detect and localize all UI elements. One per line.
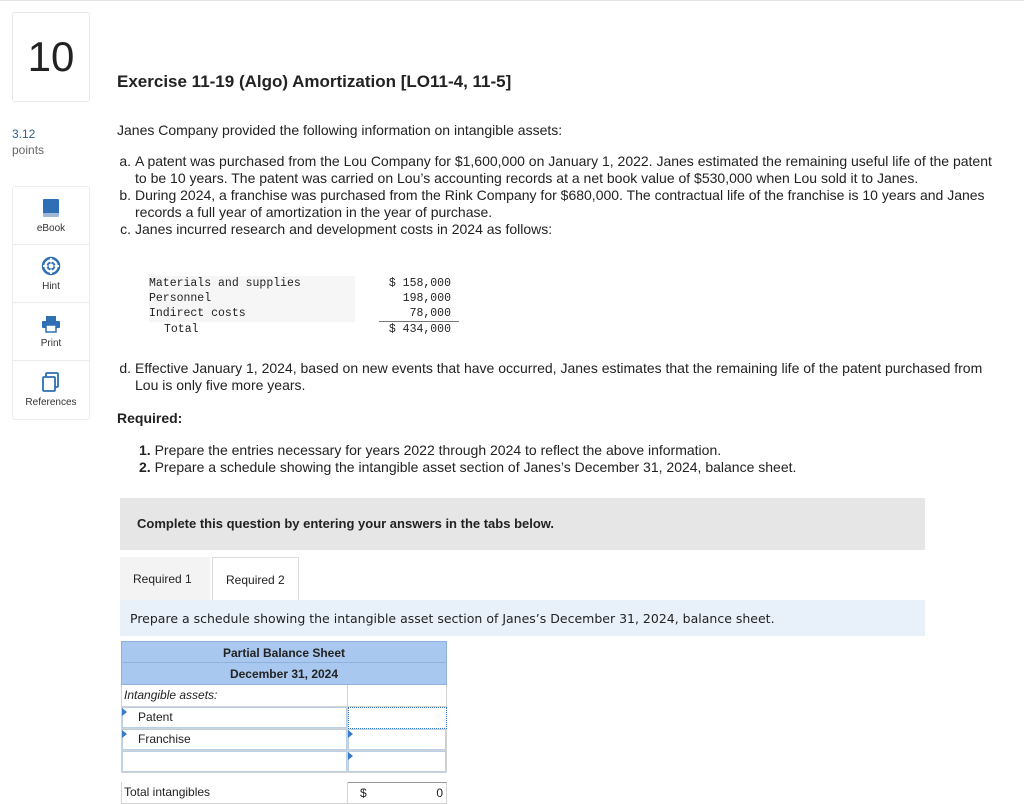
references-button[interactable] xyxy=(13,361,89,419)
printer-icon xyxy=(41,315,61,333)
tab-required-2[interactable]: Required 2 xyxy=(212,557,299,601)
table-row xyxy=(149,291,459,306)
rd-total-amount: $ 434,000 xyxy=(379,322,459,338)
total-value: 0 xyxy=(436,786,443,800)
flag-icon xyxy=(122,708,127,716)
item-b xyxy=(117,187,1007,221)
table-total-row xyxy=(149,322,459,338)
hint-icon xyxy=(41,256,61,276)
points-label: points xyxy=(12,143,45,157)
patent-label-input[interactable] xyxy=(121,707,348,729)
hint-label: Hint xyxy=(42,280,60,292)
intro-text: Janes Company provided the following information on intangible assets: xyxy=(117,122,563,138)
rd-amount: 198,000 xyxy=(402,292,451,305)
references-label: References xyxy=(25,397,77,408)
required-item xyxy=(139,459,796,476)
patent-label: Patent xyxy=(138,710,173,724)
table-row xyxy=(121,707,447,729)
item-a xyxy=(117,153,1007,187)
table-row xyxy=(121,729,447,751)
tab-bar xyxy=(120,557,299,601)
tab-required-1[interactable]: Required 1 xyxy=(120,557,210,601)
points-value: 3.12 xyxy=(12,127,36,141)
extra-amount-input[interactable] xyxy=(348,751,447,773)
rd-costs-table xyxy=(149,276,459,337)
flag-icon xyxy=(348,752,353,760)
item-d xyxy=(117,360,1007,394)
book-icon xyxy=(42,198,60,218)
table-row xyxy=(121,751,447,773)
item-text: Janes incurred research and development costs in 2024 as follows: xyxy=(135,221,553,237)
franchise-amount-input[interactable] xyxy=(348,729,447,751)
points-box xyxy=(12,126,44,158)
item-marker: b. xyxy=(119,187,131,203)
partial-balance-sheet xyxy=(121,641,447,804)
references-icon xyxy=(42,372,60,392)
rd-label: Indirect costs xyxy=(149,306,355,322)
balance-sheet-title: Partial Balance Sheet xyxy=(121,641,447,663)
ebook-label: eBook xyxy=(36,222,66,234)
section-label: Intangible assets: xyxy=(121,685,348,707)
ebook-button[interactable] xyxy=(13,187,89,245)
problem-items xyxy=(117,153,1007,238)
rd-amount: $ 158,000 xyxy=(388,277,451,290)
item-marker: d. xyxy=(119,360,131,376)
required-text: Prepare a schedule showing the intangible asset section of Janes’s December 31, 2024, balance sheet. xyxy=(154,459,797,475)
required-heading: Required: xyxy=(117,410,183,426)
total-currency: $ xyxy=(360,786,367,800)
flag-icon xyxy=(122,730,127,738)
table-row xyxy=(149,276,459,291)
instruction-banner: Complete this question by entering your answers in the tabs below. xyxy=(120,498,925,550)
tab-prompt: Prepare a schedule showing the intangible asset section of Janes’s December 31, 2024, balance sheet. xyxy=(120,600,925,636)
extra-label-input[interactable] xyxy=(121,751,348,773)
rd-label: Personnel xyxy=(149,291,355,306)
flag-icon xyxy=(348,730,353,738)
hint-button[interactable] xyxy=(13,245,89,303)
rd-total-label: Total xyxy=(164,322,199,336)
total-row xyxy=(121,782,447,804)
table-row xyxy=(149,306,459,322)
total-label: Total intangibles xyxy=(121,782,348,804)
print-label: Print xyxy=(40,337,62,349)
franchise-label-input[interactable] xyxy=(121,729,348,751)
rd-label: Materials and supplies xyxy=(149,276,355,291)
item-text: During 2024, a franchise was purchased from the Rink Company for $680,000. The contractual life of the franchise is 10 years and Janes records a full year of amortization in the year of purchase. xyxy=(135,187,985,220)
table-row xyxy=(121,685,447,707)
item-c xyxy=(117,221,1007,238)
exercise-title: Exercise 11-19 (Algo) Amortization [LO11-4, 11-5] xyxy=(117,72,512,91)
required-marker: 2. xyxy=(139,459,151,475)
patent-amount-input[interactable] xyxy=(348,707,447,729)
top-border xyxy=(0,0,1024,1)
question-number: 10 xyxy=(12,12,90,102)
item-text: A patent was purchased from the Lou Company for $1,600,000 on January 1, 2022. Janes estimated the remaining useful life of the patent to be 10 years. The patent was carried on Lou’s accounting records at a net book value of $530,000 when Lou sold it to Janes. xyxy=(135,153,992,186)
item-text: Effective January 1, 2024, based on new events that have occurred, Janes estimates that the remaining life of the patent purchased from Lou is only five more years. xyxy=(135,360,983,393)
rd-amount: 78,000 xyxy=(409,307,451,320)
franchise-label: Franchise xyxy=(138,732,191,746)
item-marker: c. xyxy=(120,221,131,237)
required-item xyxy=(139,442,796,459)
balance-sheet-date: December 31, 2024 xyxy=(121,663,447,685)
required-marker: 1. xyxy=(139,442,151,458)
required-text: Prepare the entries necessary for years 2022 through 2024 to reflect the above information. xyxy=(154,442,722,458)
required-list xyxy=(139,442,796,476)
print-button[interactable] xyxy=(13,303,89,361)
item-marker: a. xyxy=(119,153,131,169)
tool-panel xyxy=(12,186,90,420)
total-cell xyxy=(348,782,447,804)
